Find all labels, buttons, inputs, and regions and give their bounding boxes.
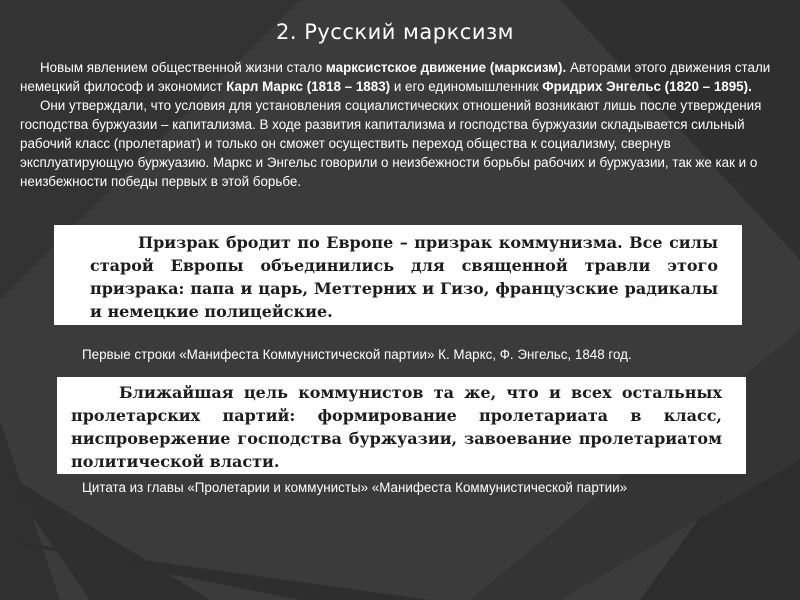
paragraph-theory: Они утверждали, что условия для установления социалистических отношений возникают лишь после утверждения господства буржуазии – капитализма. В ходе развития капитализма и господства буржуазии складывается сильный рабочий класс (пролетариат) и только он сможет осуществить переход общества к социализму, свернув эксплуатирующую буржуазию. Маркс и Энгельс говорили о неизбежности борьбы рабочих и буржуазии, так же как и о неизбежности победы первых в этой борьбе. [20, 98, 762, 189]
paragraph-intro: Новым явлением общественной жизни стало марксистское движение (марксизм). Авторами этого движения стали немецкий философ и экономист Карл Маркс (1818 – 1883) и его единомышленник Фридрих Энгельс (1820 – 1895). [20, 60, 771, 94]
caption-proletarians-chapter: Цитата из главы «Пролетарии и коммунисты» «Манифеста Коммунистической партии» [82, 480, 628, 495]
caption-opening-lines: Первые строки «Манифеста Коммунистической партии» К. Маркс, Ф. Энгельс, 1848 год. [82, 347, 632, 362]
manifesto-quote-opening: Призрак бродит по Европе – призрак коммунизма. Все силы старой Европы объединились для священной травли этого призрака: папа и царь, Меттерних и Гизо, французские радикалы и немецкие полицейские. [54, 225, 742, 325]
slide-body [20, 58, 780, 191]
manifesto-quote-goal: Ближайшая цель коммунистов та же, что и всех остальных пролетарских партий: формирование пролетариата в класс, ниспровержение господства буржуазии, завоевание пролетариатом политической власти. [57, 377, 746, 474]
slide-title: 2. Русский марксизм [276, 20, 514, 44]
